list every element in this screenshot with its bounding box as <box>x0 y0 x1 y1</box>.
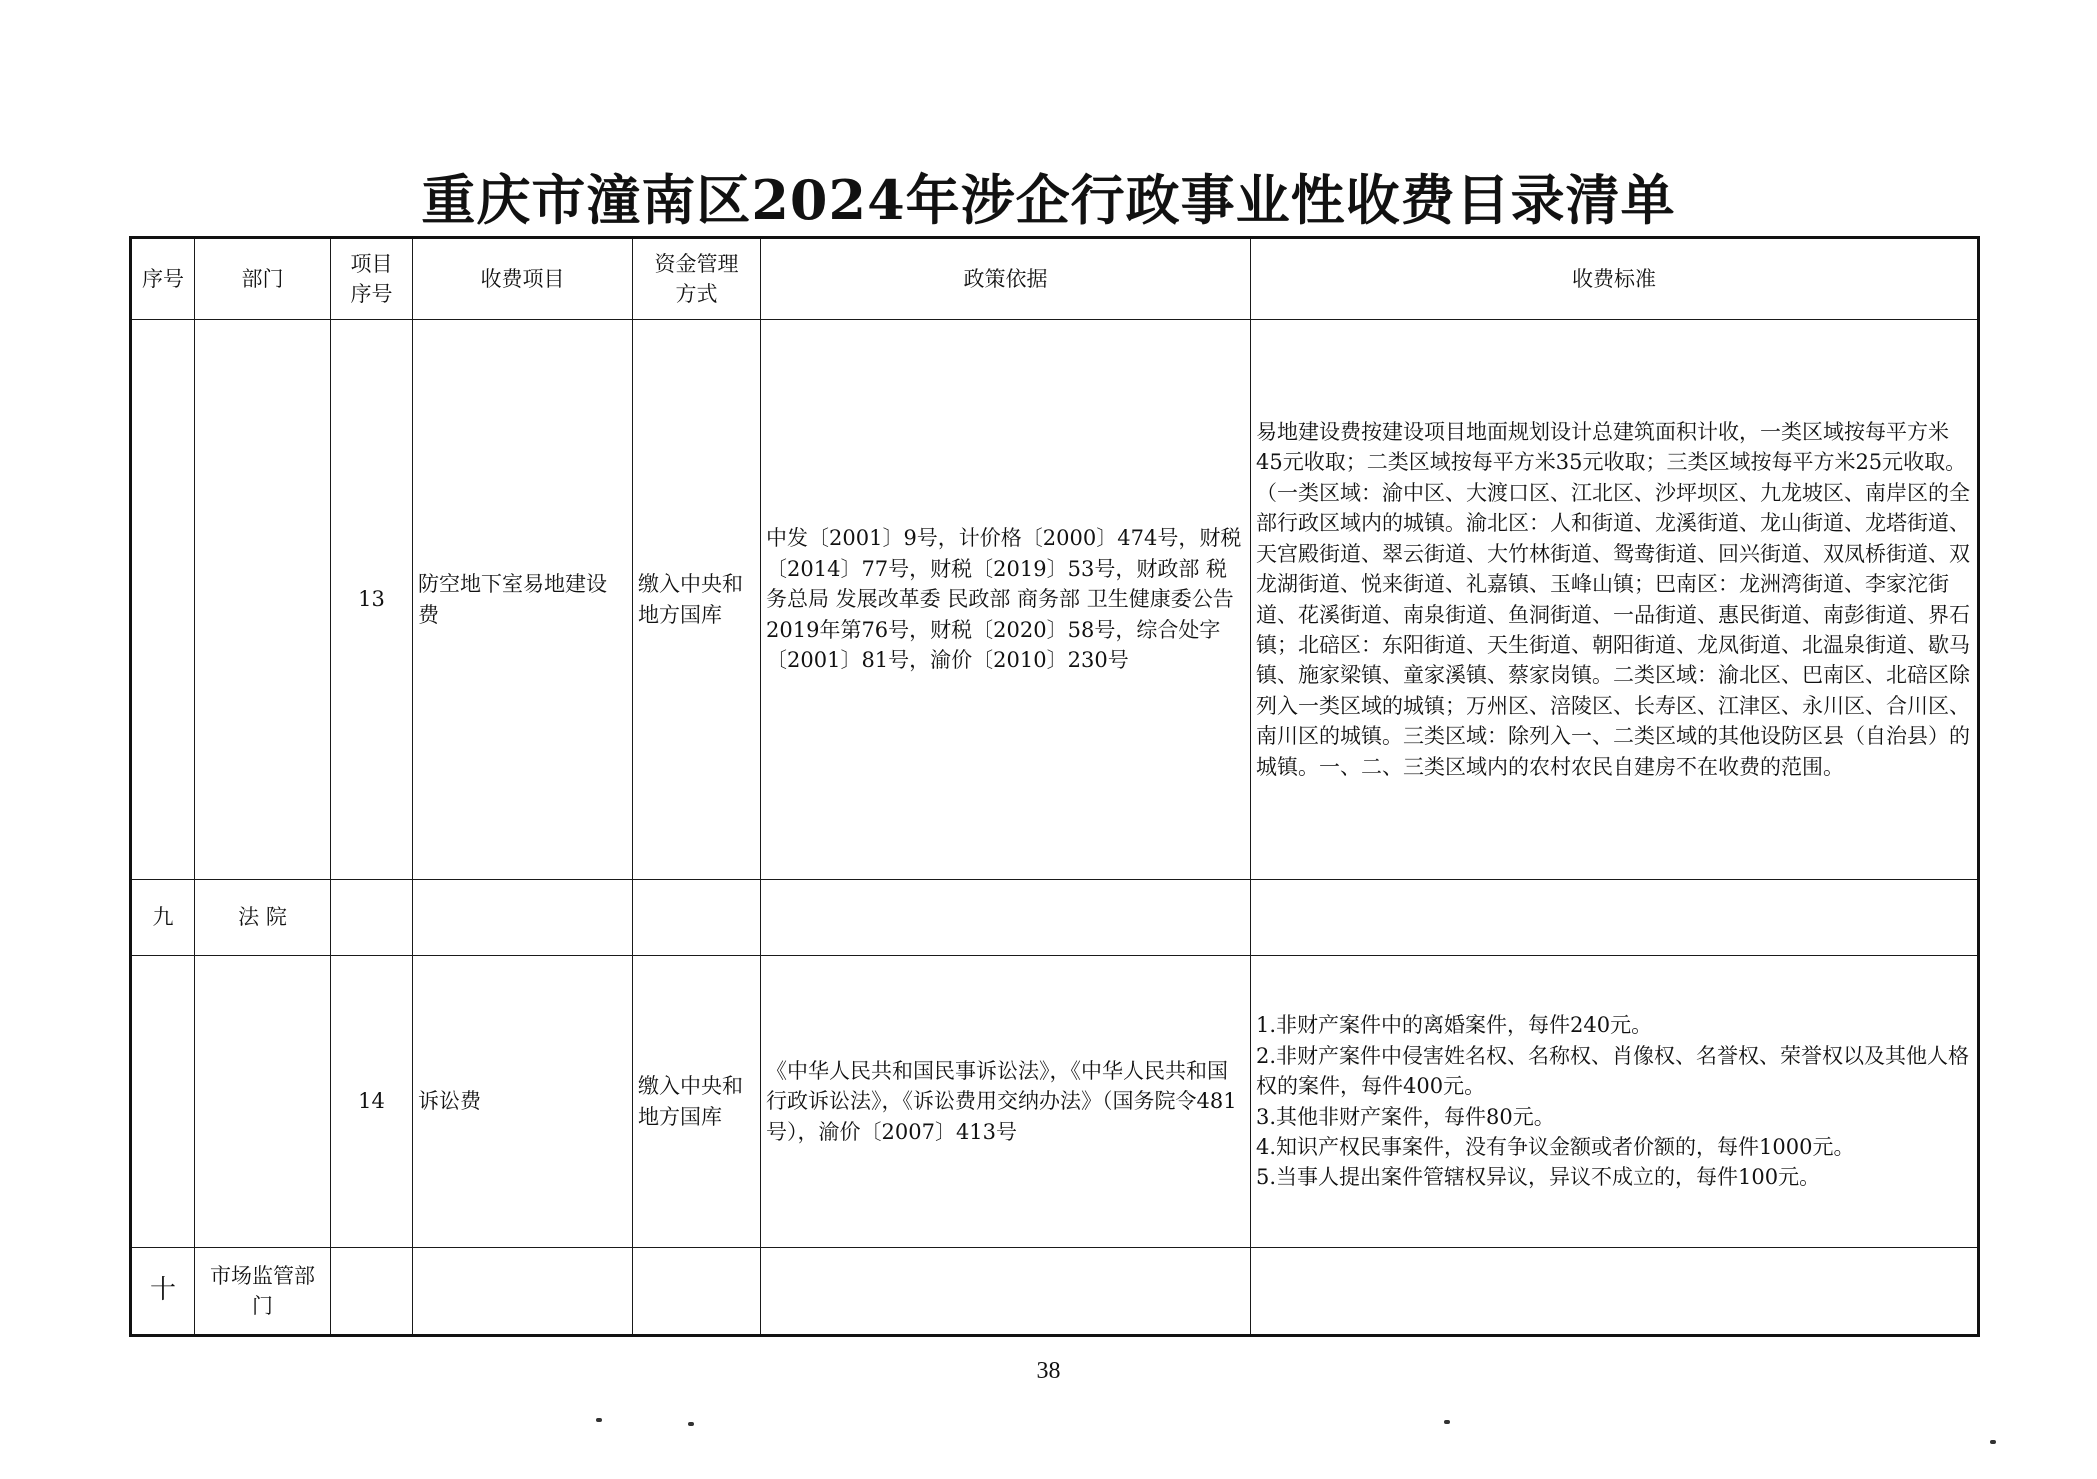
cell-item <box>413 880 633 956</box>
standard-line: 2.非财产案件中侵害姓名权、名称权、肖像权、名誉权、荣誉权以及其他人格权的案件，每件400元。 <box>1256 1043 1970 1099</box>
cell-basis <box>761 1248 1251 1336</box>
standard-line: 1.非财产案件中的离婚案件，每件240元。 <box>1256 1013 1653 1038</box>
cell-department: 法 院 <box>195 880 331 956</box>
cell-item-no <box>331 1248 413 1336</box>
standard-line: 5.当事人提出案件管辖权异议，异议不成立的，每件100元。 <box>1256 1165 1821 1190</box>
cell-item: 诉讼费 <box>413 956 633 1248</box>
fee-catalog-table <box>129 236 1980 1337</box>
header-basis: 政策依据 <box>761 238 1251 320</box>
header-fund: 资金管理 方式 <box>633 238 761 320</box>
cell-department: 市场监管部门 <box>195 1248 331 1336</box>
cell-item <box>413 1248 633 1336</box>
cell-basis: 中发〔2001〕9号，计价格〔2000〕474号，财税〔2014〕77号，财税〔2019〕53号，财政部 税务总局 发展改革委 民政部 商务部 卫生健康委公告2019年第76号，财税〔2020〕58号，综合处字〔2001〕81号，渝价〔2010〕230号 <box>761 320 1251 880</box>
cell-seq <box>131 320 195 880</box>
cell-department <box>195 320 331 880</box>
cell-standard <box>1251 1248 1979 1336</box>
cell-item-no: 14 <box>331 956 413 1248</box>
table-row <box>131 320 1979 880</box>
cell-item: 防空地下室易地建设费 <box>413 320 633 880</box>
scan-speck <box>1990 1440 1996 1444</box>
table-row <box>131 1248 1979 1336</box>
table-row <box>131 880 1979 956</box>
cell-department <box>195 956 331 1248</box>
header-item-no: 项目 序号 <box>331 238 413 320</box>
document-title: 重庆市潼南区2024年涉企行政事业性收费目录清单 <box>421 168 1676 232</box>
cell-item-no: 13 <box>331 320 413 880</box>
cell-seq: 十 <box>131 1248 195 1336</box>
scan-speck <box>1444 1420 1450 1424</box>
cell-standard <box>1251 880 1979 956</box>
cell-fund: 缴入中央和地方国库 <box>633 320 761 880</box>
cell-fund <box>633 880 761 956</box>
cell-fund: 缴入中央和地方国库 <box>633 956 761 1248</box>
scan-speck <box>688 1422 694 1426</box>
cell-fund <box>633 1248 761 1336</box>
header-seq: 序号 <box>131 238 195 320</box>
cell-seq: 九 <box>131 880 195 956</box>
cell-basis: 《中华人民共和国民事诉讼法》，《中华人民共和国行政诉讼法》，《诉讼费用交纳办法》（国务院令481号），渝价〔2007〕413号 <box>761 956 1251 1248</box>
cell-basis <box>761 880 1251 956</box>
cell-standard: 易地建设费按建设项目地面规划设计总建筑面积计收，一类区域按每平方米45元收取；二类区域按每平方米35元收取；三类区域按每平方米25元收取。（一类区域：渝中区、大渡口区、江北区、沙坪坝区、九龙坡区、南岸区的全部行政区域内的城镇。渝北区：人和街道、龙溪街道、龙山街道、龙塔街道、天宫殿街道、翠云街道、大竹林街道、鸳鸯街道、回兴街道、双凤桥街道、双龙湖街道、悦来街道、礼嘉镇、玉峰山镇；巴南区：龙洲湾街道、李家沱街道、花溪街道、南泉街道、鱼洞街道、一品街道、惠民街道、南彭街道、界石镇；北碚区：东阳街道、天生街道、朝阳街道、龙凤街道、北温泉街道、歇马镇、施家梁镇、童家溪镇、蔡家岗镇。二类区域：渝北区、巴南区、北碚区除列入一类区域的城镇；万州区、涪陵区、长寿区、江津区、永川区、合川区、南川区的城镇。三类区域：除列入一、二类区域的其他设防区县（自治县）的城镇。一、二、三类区域内的农村农民自建房不在收费的范围。 <box>1251 320 1979 880</box>
table-row <box>131 956 1979 1248</box>
table-header-row <box>131 238 1979 320</box>
cell-item-no <box>331 880 413 956</box>
page-number: 38 <box>1036 1358 1061 1384</box>
header-department: 部门 <box>195 238 331 320</box>
header-item: 收费项目 <box>413 238 633 320</box>
cell-standard <box>1251 956 1979 1248</box>
scan-speck <box>596 1418 602 1422</box>
standard-line: 3.其他非财产案件，每件80元。 <box>1256 1104 1555 1129</box>
header-standard: 收费标准 <box>1251 238 1979 320</box>
cell-seq <box>131 956 195 1248</box>
standard-line: 4.知识产权民事案件，没有争议金额或者价额的，每件1000元。 <box>1256 1134 1855 1159</box>
